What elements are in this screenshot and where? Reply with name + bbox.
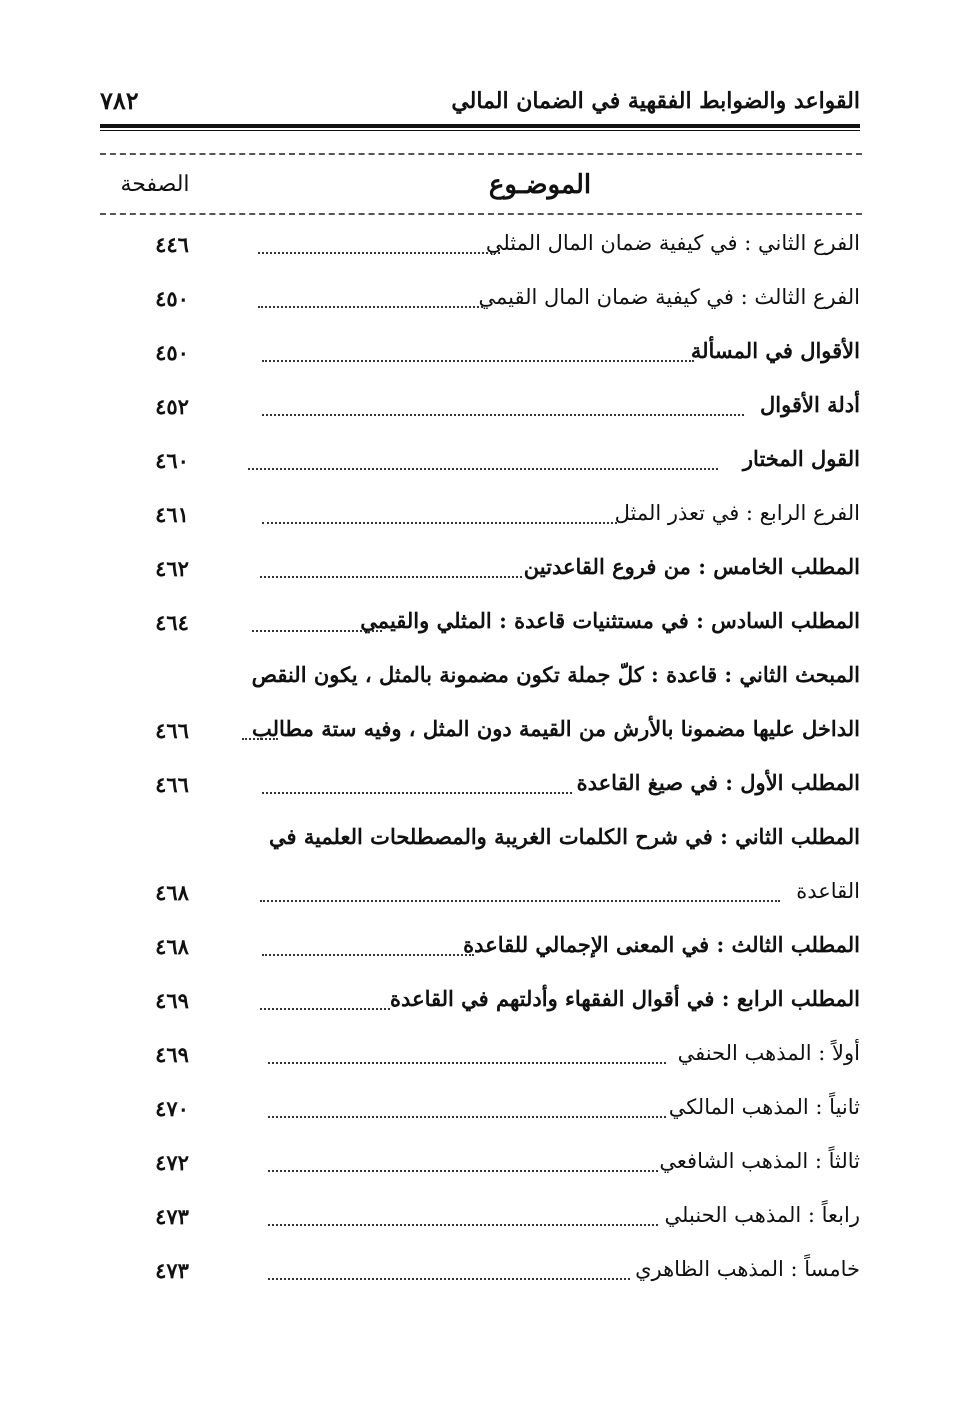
- dot-leader: [260, 576, 522, 578]
- toc-entry: [100, 492, 860, 538]
- toc-entry: [100, 600, 860, 646]
- toc-entry-title: أولاً : المذهب الحنفي: [677, 1041, 860, 1065]
- toc-entry: [100, 762, 860, 808]
- toc-entry-title: أدلة الأقوال: [760, 392, 860, 417]
- toc-entry: [100, 1032, 860, 1078]
- dot-leader: [258, 306, 483, 308]
- toc-entry-page: ٤٧٠: [155, 1096, 189, 1121]
- toc-entry-page: ٤٤٦: [155, 232, 189, 257]
- dot-leader: [258, 252, 500, 254]
- toc-entry-page: ٤٦٦: [155, 718, 189, 743]
- toc-entry-title: الأقوال في المسألة: [690, 338, 860, 363]
- header-rule-thin: [100, 130, 860, 131]
- dot-leader: [262, 414, 744, 416]
- table-top-dashed-rule: [100, 153, 862, 155]
- toc-entry-page: ٤٦٨: [155, 880, 189, 905]
- toc-entry: [100, 978, 860, 1024]
- toc-entry-title: المطلب الرابع : في أقوال الفقهاء وأدلتهم في القاعدة: [390, 986, 860, 1011]
- toc-entry-title: المطلب الثاني : في شرح الكلمات الغريبة والمصطلحات العلمية في: [268, 824, 860, 849]
- column-header-topic: الموضـوع: [488, 170, 592, 200]
- dot-leader: [260, 900, 780, 902]
- toc-entry-title: ثالثاً : المذهب الشافعي: [659, 1149, 860, 1173]
- dot-leader: [248, 468, 718, 470]
- toc-entry-title: المطلب الأول : في صيغ القاعدة: [576, 770, 860, 795]
- toc-entry-title: ثانياً : المذهب المالكي: [668, 1095, 860, 1119]
- toc-entry: [100, 870, 860, 916]
- toc-entry-title: المطلب الخامس : من فروع القاعدتين: [523, 554, 860, 579]
- dot-leader: [252, 630, 382, 632]
- dot-leader: [268, 1170, 658, 1172]
- dot-leader: [242, 738, 278, 740]
- toc-entry-title: خامساً : المذهب الظاهري: [635, 1257, 860, 1281]
- toc-entry-title: المطلب السادس : في مستثنيات قاعدة : المثلي والقيمي: [360, 608, 860, 633]
- dot-leader: [262, 792, 572, 794]
- dot-leader: [260, 1008, 390, 1010]
- dot-leader: [262, 522, 617, 524]
- running-header: [100, 84, 860, 120]
- toc-entry: [100, 438, 860, 484]
- book-title: القواعد والضوابط الفقهية في الضمان المالي: [451, 88, 860, 114]
- table-header-dashed-rule: [100, 213, 862, 215]
- toc-entry: [100, 654, 860, 700]
- toc-entry-title: الفرع الثاني : في كيفية ضمان المال المثلي: [485, 231, 860, 255]
- toc-entry: [100, 276, 860, 322]
- toc-entry-page: ٤٦٢: [155, 556, 189, 581]
- toc-entry-page: ٤٦٩: [155, 988, 189, 1013]
- toc-entry-page: ٤٦٨: [155, 934, 189, 959]
- toc-entry-page: ٤٦٤: [155, 610, 189, 635]
- toc-entry-page: ٤٧٢: [155, 1150, 189, 1175]
- dot-leader: [262, 954, 474, 956]
- toc-entry: [100, 1248, 860, 1294]
- toc-entry: [100, 546, 860, 592]
- toc-entry-page: ٤٦١: [155, 502, 189, 527]
- toc-entry: [100, 330, 860, 376]
- toc-entry-title: المطلب الثالث : في المعنى الإجمالي للقاعدة: [463, 932, 860, 957]
- toc-entry-page: ٤٥٠: [155, 286, 189, 311]
- dot-leader: [268, 1278, 630, 1280]
- toc-entry-title: الداخل عليها مضمونا بالأرش من القيمة دون المثل ، وفيه ستة مطالب: [252, 716, 860, 741]
- toc-entry-page: ٤٦٩: [155, 1042, 189, 1067]
- column-header-page: الصفحة: [120, 172, 190, 197]
- toc-entry: [100, 1086, 860, 1132]
- dot-leader: [268, 1062, 666, 1064]
- toc-entry-page: ٤٦٦: [155, 772, 189, 797]
- toc-entry-title: القاعدة: [796, 879, 860, 903]
- toc-entry-page: ٤٥٢: [155, 394, 189, 419]
- toc-entry-page: ٤٦٠: [155, 448, 189, 473]
- toc-entry: [100, 816, 860, 862]
- toc-entry: [100, 1140, 860, 1186]
- dot-leader: [268, 1116, 666, 1118]
- toc-entry-page: ٤٧٣: [155, 1258, 189, 1283]
- toc-entry: [100, 708, 860, 754]
- toc-entry-page: ٤٥٠: [155, 340, 189, 365]
- dot-leader: [262, 360, 694, 362]
- toc-entry-title: رابعاً : المذهب الحنبلي: [664, 1203, 860, 1227]
- toc-entry: [100, 222, 860, 268]
- dot-leader: [268, 1224, 658, 1226]
- toc-entry-title: القول المختار: [742, 446, 860, 471]
- toc-entry-title: الفرع الثالث : في كيفية ضمان المال القيمي: [478, 285, 860, 309]
- toc-entry: [100, 924, 860, 970]
- page-number: ٧٨٢: [100, 86, 139, 115]
- toc-entry-title: المبحث الثاني : قاعدة : كلّ جملة تكون مضمونة بالمثل ، يكون النقص: [251, 662, 860, 687]
- header-rule-thick: [100, 124, 860, 128]
- toc-entry: [100, 384, 860, 430]
- toc-entry-title: الفرع الرابع : في تعذر المثل: [614, 501, 860, 525]
- toc-entry: [100, 1194, 860, 1240]
- toc-entry-page: ٤٧٣: [155, 1204, 189, 1229]
